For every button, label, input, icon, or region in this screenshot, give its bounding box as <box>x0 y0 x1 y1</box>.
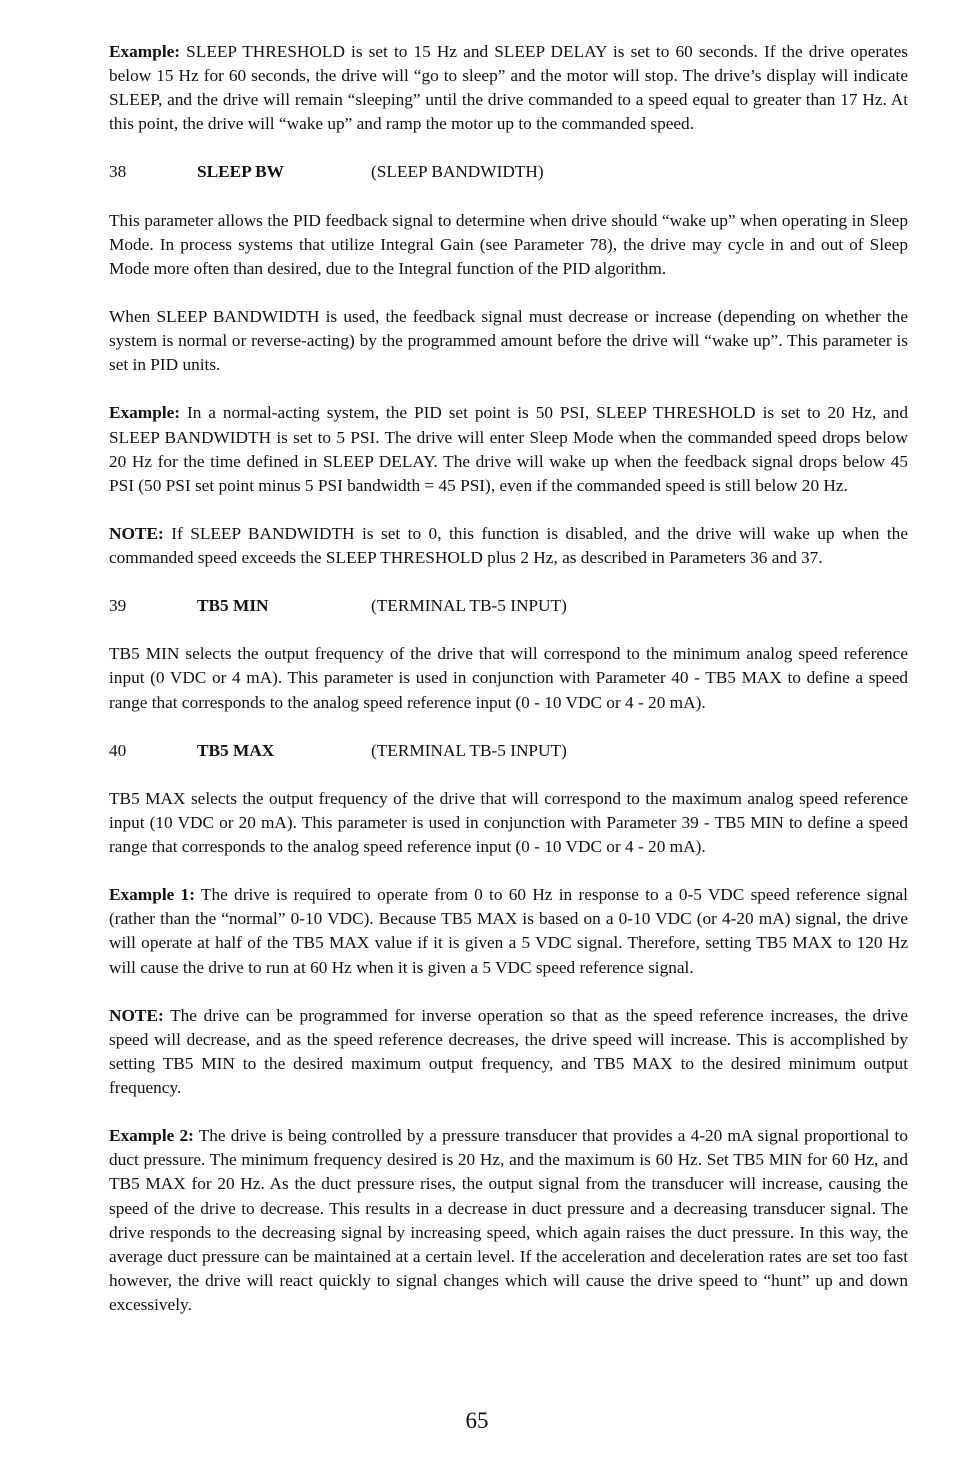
sleep-bw-note <box>109 522 908 570</box>
tb5-example-2 <box>109 1124 908 1317</box>
example-label: Example: <box>109 42 181 61</box>
parameter-heading-40 <box>109 739 908 763</box>
parameter-description: (SLEEP BANDWIDTH) <box>371 162 544 182</box>
parameter-number: 39 <box>109 596 127 616</box>
manual-page-body <box>109 40 908 1341</box>
paragraph-text: TB5 MIN selects the output frequency of the drive that will correspond to the minimum analog speed reference input (0 VDC or 4 mA). This parameter is used in conjunction with Parameter 40 - TB5 MAX to define a speed range that corresponds to the analog speed reference input (0 - 10 VDC or 4 - 20 mA). <box>109 644 908 712</box>
tb5-example-1 <box>109 883 908 979</box>
paragraph-text: SLEEP THRESHOLD is set to 15 Hz and SLEEP DELAY is set to 60 seconds. If the drive operates below 15 Hz for 60 seconds, the drive will “go to sleep” and the motor will stop. The drive’s display will indicate SLEEP, and the drive will remain “sleeping” until the drive commanded to a speed equal to greater than 17 Hz. At this point, the drive will “wake up” and ramp the motor up to the commanded speed. <box>109 42 908 134</box>
parameter-name: SLEEP BW <box>197 162 284 182</box>
parameter-description: (TERMINAL TB-5 INPUT) <box>371 740 567 760</box>
paragraph-text: The drive can be programmed for inverse operation so that as the speed reference increases, the drive speed will decrease, and as the speed reference decreases, the drive speed will increase. This is accomplished by setting TB5 MIN to the desired maximum output frequency, and TB5 MAX to the desired minimum output frequency. <box>109 1005 908 1098</box>
parameter-name: TB5 MIN <box>197 596 269 616</box>
note-label: NOTE: <box>109 523 164 543</box>
paragraph-text: This parameter allows the PID feedback signal to determine when drive should “wake up” when operating in Sleep Mode. In process systems that utilize Integral Gain (see Parameter 78), the drive may cycle in and out of Sleep Mode more often than desired, due to the Integral function of the PID algorithm. <box>109 210 908 278</box>
parameter-number: 40 <box>109 740 127 760</box>
sleep-bw-example <box>109 401 908 497</box>
paragraph-text: The drive is required to operate from 0 to 60 Hz in response to a 0-5 VDC speed reference signal (rather than the “normal” 0-10 VDC). Because TB5 MAX is based on a 0-10 VDC (or 4-20 mA) signal, the drive will operate at half of the TB5 MAX value if it is given a 5 VDC signal. Therefore, setting TB5 MAX to 120 Hz will cause the drive to run at 60 Hz when it is given a 5 VDC speed reference signal. <box>109 885 908 977</box>
paragraph-text: When SLEEP BANDWIDTH is used, the feedback signal must decrease or increase (depending on whether the system is normal or reverse-acting) by the programmed amount before the drive will “wake up”. This parameter is set in PID units. <box>109 307 908 375</box>
paragraph-text: TB5 MAX selects the output frequency of the drive that will correspond to the maximum analog speed reference input (10 VDC or 20 mA). This parameter is used in conjunction with Parameter 39 - TB5 MIN to define a speed range that corresponds to the analog speed reference input (0 - 10 VDC or 4 - 20 mA). <box>109 788 908 857</box>
example-label: Example 1: <box>109 885 195 905</box>
paragraph-text: In a normal-acting system, the PID set point is 50 PSI, SLEEP THRESHOLD is set to 20 Hz, and SLEEP BANDWIDTH is set to 5 PSI. The drive will enter Sleep Mode when the commanded speed drops below 20 Hz for the time defined in SLEEP DELAY. The drive will wake up when the feedback signal drops below 45 PSI (50 PSI set point minus 5 PSI bandwidth = 45 PSI), even if the commanded speed is still below 20 Hz. <box>109 403 908 495</box>
example-label: Example: <box>109 403 181 423</box>
parameter-description: (TERMINAL TB-5 INPUT) <box>371 596 567 616</box>
sleep-bw-intro <box>109 209 908 281</box>
paragraph-text: If SLEEP BANDWIDTH is set to 0, this function is disabled, and the drive will wake up when the commanded speed exceeds the SLEEP THRESHOLD plus 2 Hz, as described in Parameters 36 and 37. <box>109 523 908 567</box>
page-number: 65 <box>465 1408 489 1433</box>
paragraph-text: The drive is being controlled by a pressure transducer that provides a 4-20 mA signal proportional to duct pressure. The minimum frequency desired is 20 Hz, and the maximum is 60 Hz. Set TB5 MIN for 60 Hz, and TB5 MAX for 20 Hz. As the duct pressure rises, the output signal from the transducer will increase, causing the speed of the drive to decrease. This results in a decrease in duct pressure and a decreasing transducer signal. The drive responds to the decreasing signal by increasing speed, which again raises the duct pressure. In this way, the average duct pressure can be maintained at a certain level. If the acceleration and deceleration rates are set too fast however, the drive will react quickly to signal changes which will cause the drive speed to “hunt” up and down excessively. <box>109 1126 908 1314</box>
example-label: Example 2: <box>109 1126 194 1146</box>
sleep-bw-usage <box>109 305 908 377</box>
tb5-min-description <box>109 642 908 714</box>
tb5-inverse-note <box>109 1004 908 1100</box>
tb5-max-description <box>109 787 908 859</box>
note-label: NOTE: <box>109 1005 164 1025</box>
parameter-heading-39 <box>109 594 908 618</box>
sleep-threshold-example <box>109 40 908 136</box>
parameter-number: 38 <box>109 162 127 182</box>
parameter-name: TB5 MAX <box>197 740 275 760</box>
parameter-heading-38 <box>109 160 908 184</box>
